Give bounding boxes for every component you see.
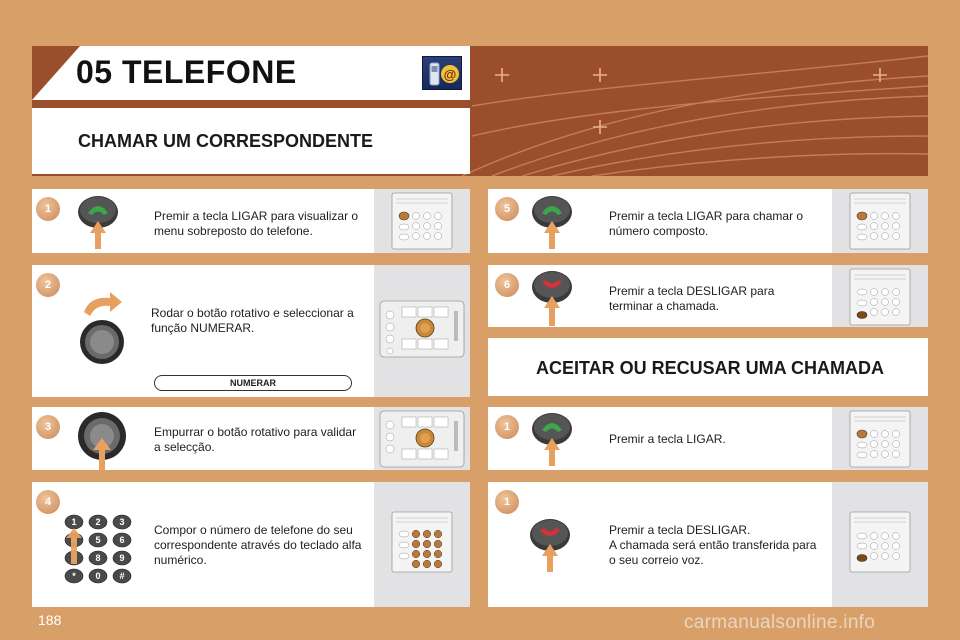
keypad-key: *: [72, 571, 76, 581]
hangup-red-button-icon: [528, 516, 572, 577]
keypad-key: 9: [119, 553, 125, 563]
call-green-button-icon: [76, 193, 120, 254]
rotary-knob-push-icon: [76, 410, 128, 475]
step-text-2: [151, 306, 354, 336]
radio-display-reject: [832, 482, 928, 607]
step-text-line: o seu correio voz.: [609, 553, 704, 567]
keypad-key: #: [119, 571, 125, 581]
step-text-line: Premir a tecla DESLIGAR para: [609, 284, 775, 298]
step-badge-accept: 1: [495, 415, 519, 439]
step-text-1: [154, 209, 358, 239]
step-text-line: a selecção.: [154, 440, 215, 454]
step-text-line: Premir a tecla LIGAR.: [609, 432, 726, 446]
watermark: carmanualsonline.info: [684, 612, 876, 633]
radio-display-2: [374, 265, 470, 397]
step-text-4: [154, 523, 361, 568]
step-text-reject: [609, 523, 816, 568]
step-text-line: numérico.: [154, 553, 207, 567]
keypad-key: 5: [95, 535, 101, 545]
radio-display-3: [374, 407, 470, 470]
step-badge-1: 1: [36, 197, 60, 221]
step-text-line: Premir a tecla LIGAR para visualizar o: [154, 209, 359, 223]
step-badge-3: 3: [36, 415, 60, 439]
step-text-line: correspondente através do teclado alfa: [154, 538, 362, 552]
page-number: 188: [38, 612, 62, 628]
radio-display-1: [374, 189, 470, 253]
step-text-line: Empurrar o botão rotativo para validar: [154, 425, 357, 439]
step-badge-5: 5: [495, 197, 519, 221]
keypad-key: 3: [119, 517, 125, 527]
section-title-accept: ACEITAR OU RECUSAR UMA CHAMADA: [536, 358, 884, 378]
step-text-line: A chamada será então transferida para: [609, 538, 817, 552]
step-badge-6: 6: [495, 273, 519, 297]
step-badge-reject: 1: [495, 490, 519, 514]
step-text-3: [154, 425, 356, 455]
section-title-call: CHAMAR UM CORRESPONDENTE: [78, 131, 374, 151]
page-title: 05 TELEFONE: [76, 54, 297, 90]
phone-email-icon: [422, 56, 462, 90]
hangup-red-button-icon: [530, 268, 574, 331]
radio-display-6: [832, 265, 928, 327]
step-text-5: [609, 209, 803, 239]
step-text-line: Rodar o botão rotativo e seleccionar a: [151, 306, 354, 320]
step-text-line: Compor o número de telefone do seu: [154, 523, 353, 537]
menu-label-numerar: NUMERAR: [154, 375, 352, 391]
step-text-line: Premir a tecla LIGAR para chamar o: [609, 209, 804, 223]
step-text-line: função NUMERAR.: [151, 321, 255, 335]
radio-display-5: [832, 189, 928, 253]
step-text-line: terminar a chamada.: [609, 299, 720, 313]
step-text-6: [609, 284, 774, 314]
keypad-key: 6: [119, 535, 125, 545]
keypad-key: 2: [95, 517, 101, 527]
svg-text:@: @: [443, 67, 457, 82]
step-text-accept: [609, 432, 726, 447]
call-green-button-icon: [530, 410, 574, 471]
numeric-keypad-icon: [60, 514, 136, 591]
radio-display-4: [374, 482, 470, 607]
step-text-line: número composto.: [609, 224, 709, 238]
rotary-knob-icon: [76, 292, 130, 373]
keypad-key: 8: [95, 553, 101, 563]
keypad-key: 1: [71, 517, 77, 527]
step-text-line: Premir a tecla DESLIGAR.: [609, 523, 751, 537]
call-green-button-icon: [530, 193, 574, 254]
keypad-key: 0: [95, 571, 101, 581]
step-badge-4: 4: [36, 490, 60, 514]
step-text-line: menu sobreposto do telefone.: [154, 224, 313, 238]
radio-display-accept: [832, 407, 928, 470]
step-badge-2: 2: [36, 273, 60, 297]
